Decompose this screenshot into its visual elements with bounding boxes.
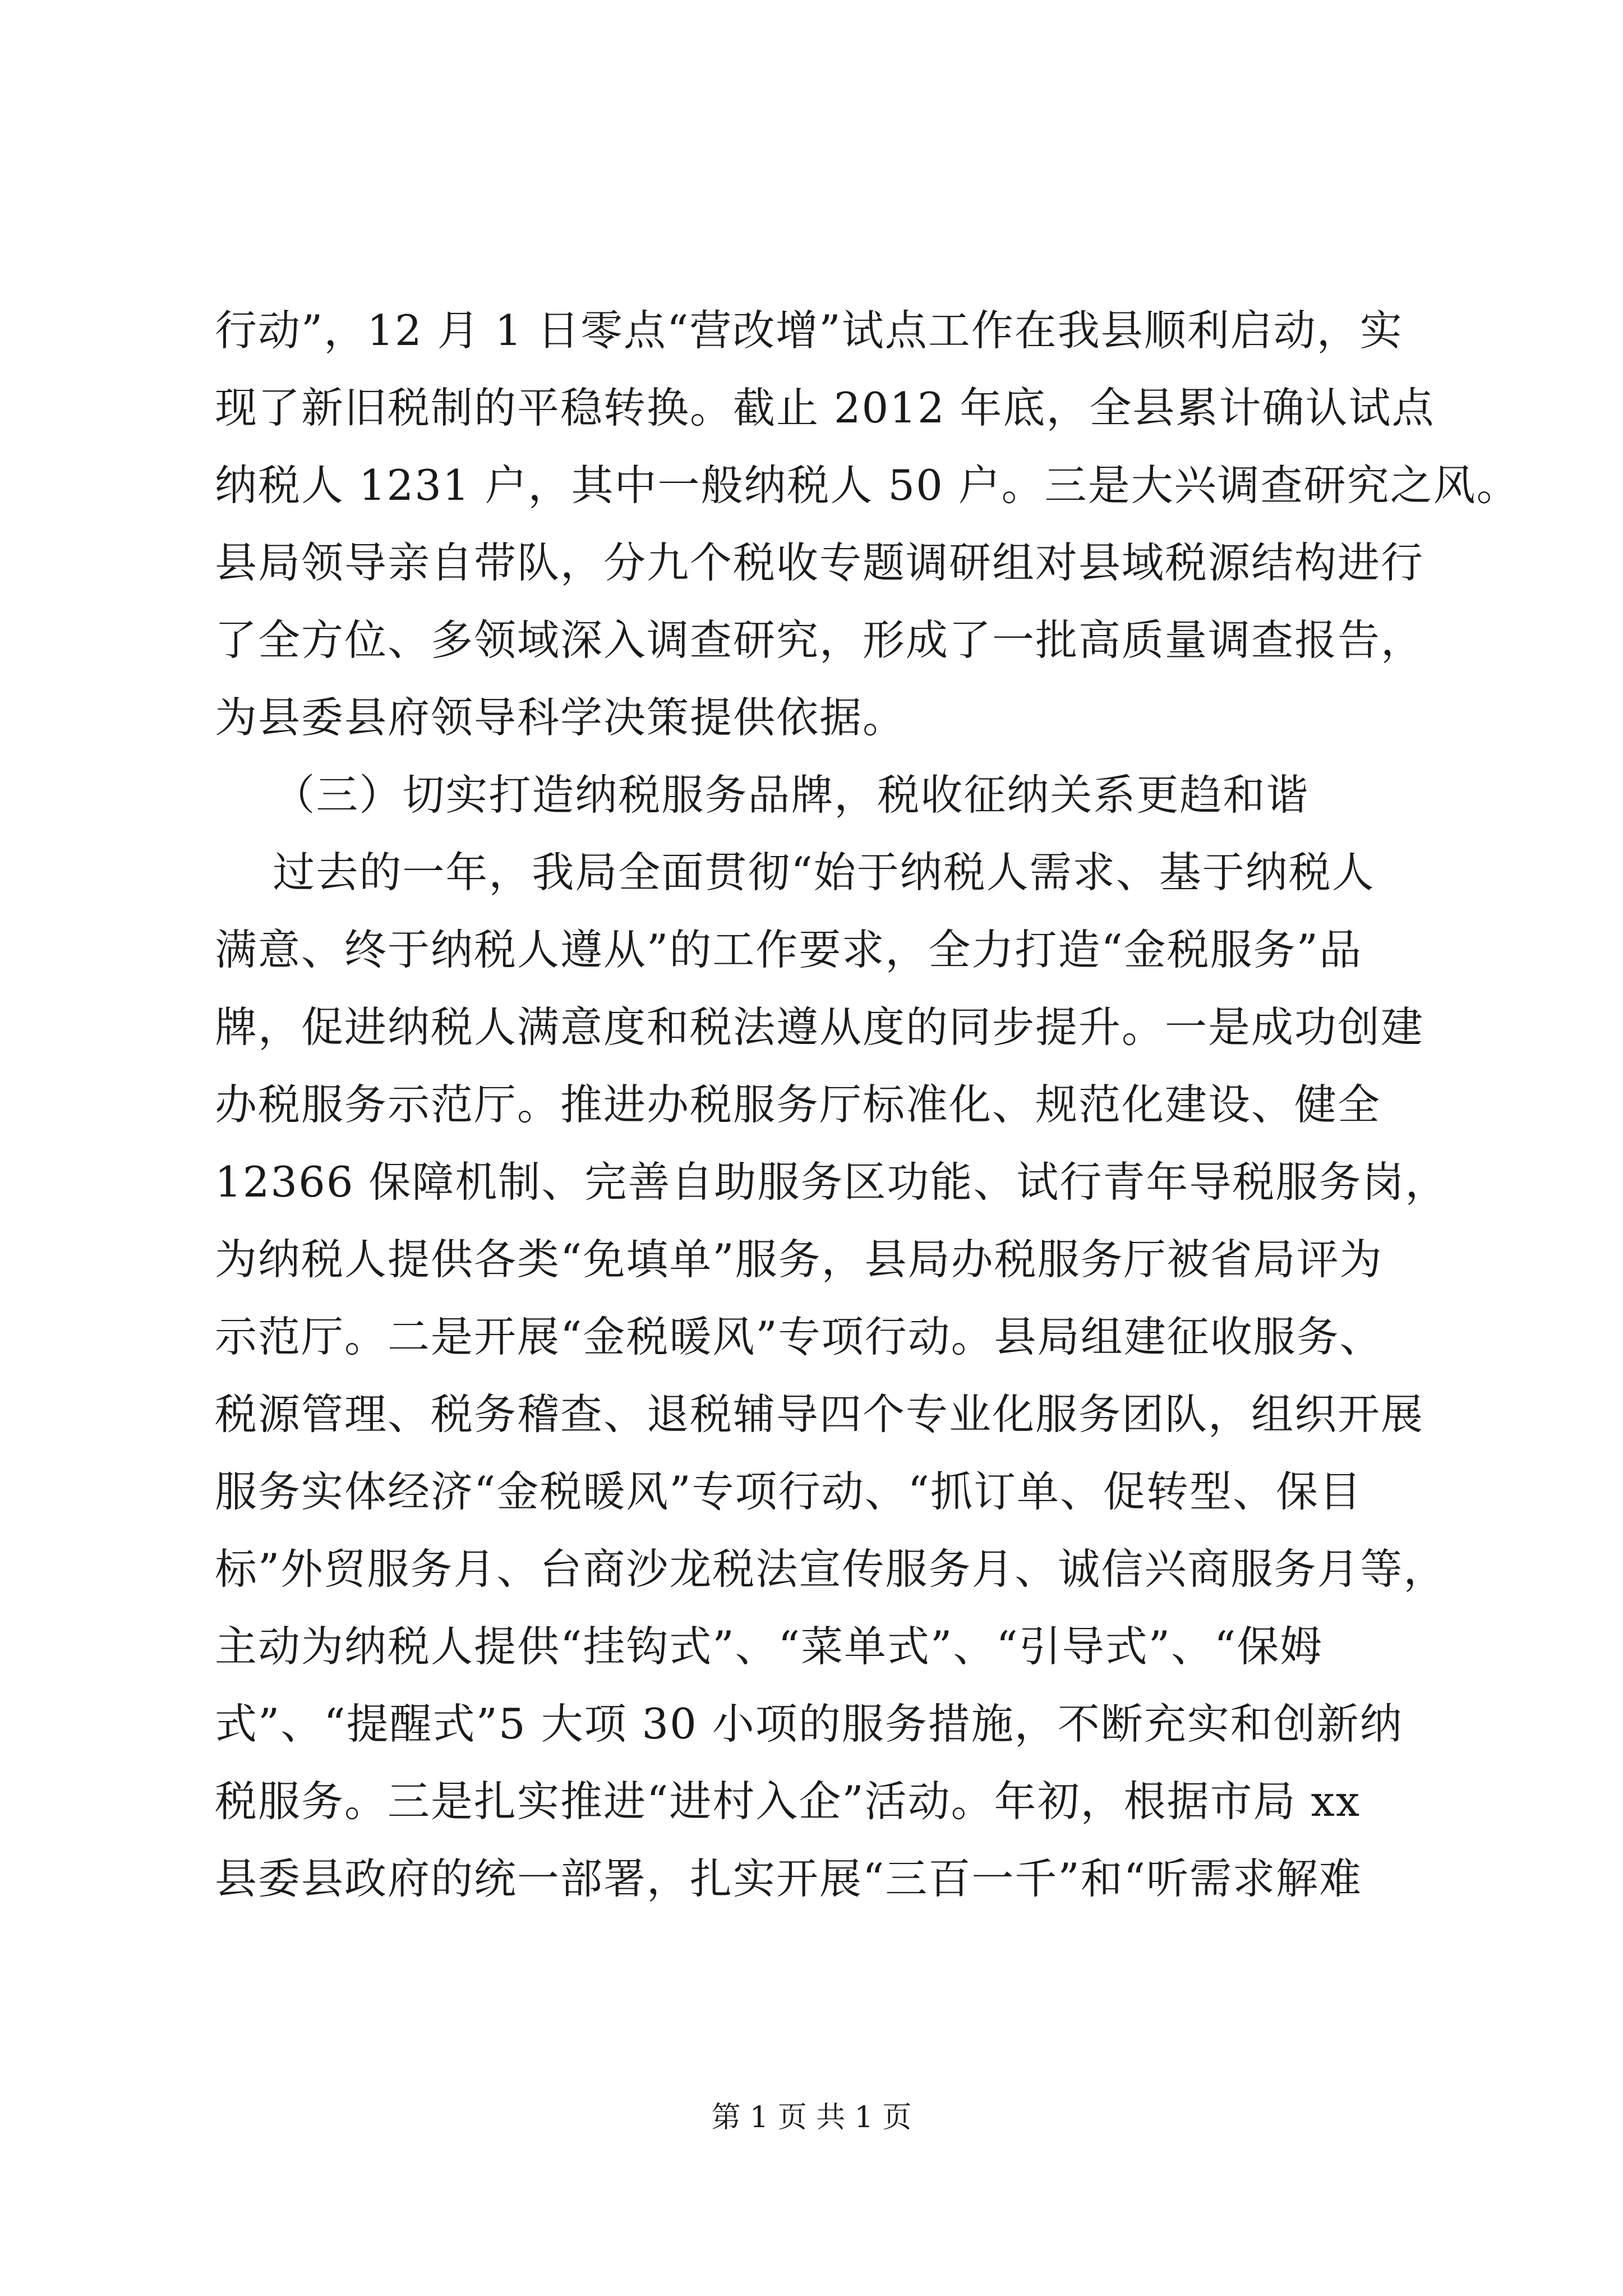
- document-body: [215, 292, 1520, 1917]
- text-line: 现了新旧税制的平稳转换。截止 2012 年底，全县累计确认试点: [215, 383, 1435, 432]
- text-line: 税服务。三是扎实推进“进村入企”活动。年初，根据市局 xx: [215, 1777, 1361, 1826]
- text-line: 式”、“提醒式”5 大项 30 小项的服务措施，不断充实和创新纳: [215, 1699, 1403, 1749]
- text-line: 标”外贸服务月、台商沙龙税法宣传服务月、诚信兴商服务月等，: [215, 1544, 1447, 1594]
- text-line: 纳税人 1231 户，其中一般纳税人 50 户。三是大兴调查研究之风。: [215, 461, 1520, 510]
- text-line: 为县委县府领导科学决策提供依据。: [215, 693, 906, 742]
- text-line: 办税服务示范厅。推进办税服务厅标准化、规范化建设、健全: [215, 1080, 1381, 1129]
- text-line: 税源管理、税务稽查、退税辅导四个专业化服务团队，组织开展: [215, 1389, 1424, 1439]
- text-line: 牌，促进纳税人满意度和税法遵从度的同步提升。一是成功创建: [215, 1002, 1424, 1052]
- section-heading: （三）切实打造纳税服务品牌，税收征纳关系更趋和谐: [215, 770, 1310, 820]
- text-line: 示范厅。二是开展“金税暖风”专项行动。县局组建征收服务、: [215, 1312, 1383, 1361]
- text-line: 了全方位、多领域深入调查研究，形成了一批高质量调查报告，: [215, 615, 1424, 665]
- page-number-label: 第 1 页 共 1 页: [711, 2101, 912, 2134]
- text-line: 县局领导亲自带队，分九个税收专题调研组对县域税源结构进行: [215, 538, 1424, 587]
- text-line: 服务实体经济“金税暖风”专项行动、“抓订单、促转型、保目: [215, 1467, 1363, 1516]
- text-line: 满意、终于纳税人遵从”的工作要求，全力打造“金税服务”品: [215, 925, 1363, 974]
- text-line: 行动”，12 月 1 日零点“营改增”试点工作在我县顺利启动，实: [215, 306, 1403, 355]
- text-line: 主动为纳税人提供“挂钩式”、“菜单式”、“引导式”、“保姆: [215, 1622, 1324, 1671]
- text-line: 为纳税人提供各类“免填单”服务，县局办税服务厅被省局评为: [215, 1235, 1383, 1284]
- text-line: 过去的一年，我局全面贯彻“始于纳税人需求、基于纳税人: [215, 848, 1375, 897]
- page-footer: [0, 2095, 1623, 2140]
- text-line: 12366 保障机制、完善自助服务区功能、试行青年导税服务岗，: [215, 1157, 1449, 1207]
- text-line: 县委县政府的统一部署，扎实开展“三百一千”和“听需求解难: [215, 1854, 1363, 1903]
